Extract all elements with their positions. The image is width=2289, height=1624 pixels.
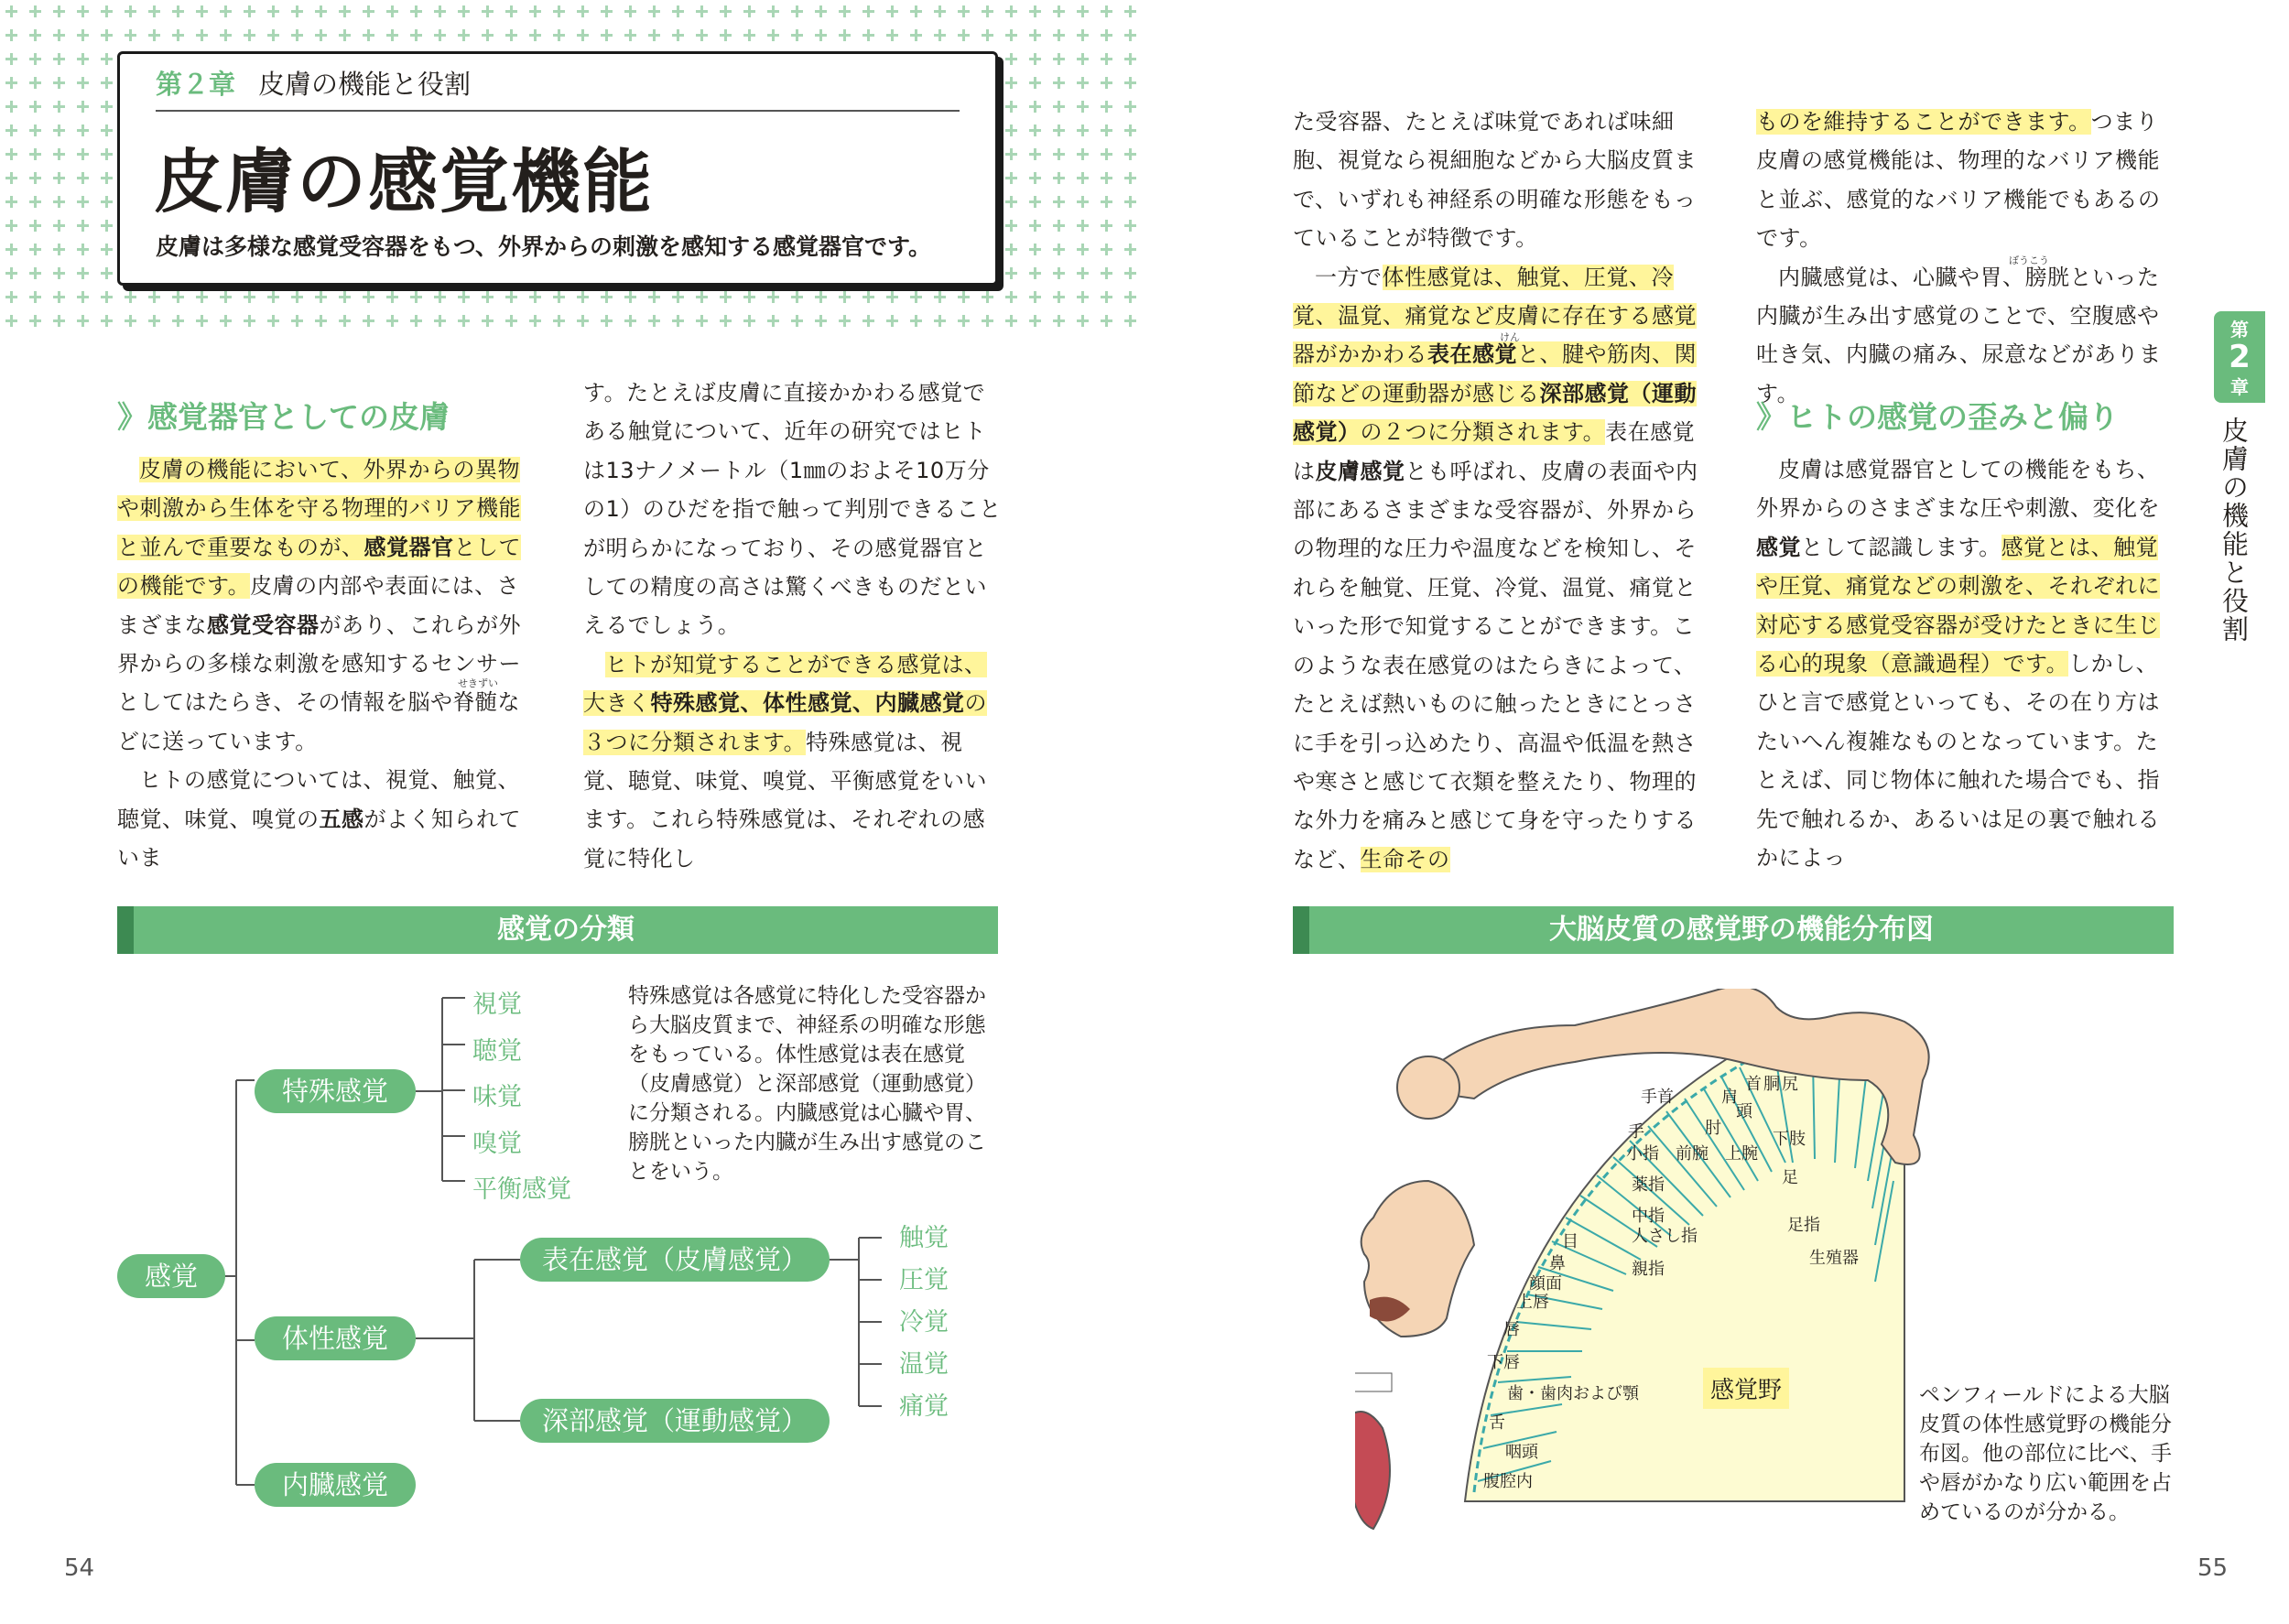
figure1-band: 感覚の分類 [117, 906, 998, 954]
label-face: 顔面 [1529, 1274, 1562, 1294]
label-shoulder: 肩 [1721, 1088, 1738, 1107]
label-thumb: 親指 [1632, 1260, 1665, 1279]
label-hand: 手 [1628, 1122, 1644, 1142]
label-forearm: 前腕 [1676, 1144, 1709, 1164]
section-heading-1: 》感覚器官としての皮膚 [117, 399, 450, 435]
chevron-icon: 》 [117, 399, 147, 435]
label-torso: 胴 [1763, 1075, 1780, 1094]
label-teeth: 歯・歯肉および顎 [1507, 1384, 1639, 1403]
title-divider [156, 110, 960, 112]
surface-items: 触覚 圧覚 冷覚 温覚 痛覚 [899, 1224, 949, 1421]
label-neck: 首 [1745, 1075, 1762, 1094]
page-title: 皮膚の感覚機能 [154, 141, 654, 222]
chapter-number: 第２章 [156, 69, 236, 100]
chevron-icon: 》 [1756, 399, 1786, 435]
chapter-title: 皮膚の機能と役割 [258, 69, 472, 100]
node-deep: 深部感覚（運動感覚） [520, 1399, 830, 1443]
label-elbow: 肘 [1705, 1119, 1721, 1138]
column-1: 皮膚の機能において、外界からの異物や刺激から生体を守る物理的バリア機能と並んで重要なものが、感覚器官としての機能です。皮膚の内部や表面には、さまざまな感覚受容器があり、これらが外界からの多様な刺激を感知するセンサーとしてはたらき、その情報を脳や脊髄などに送っています。 ヒトの感覚については、視覚、触覚、聴覚、味覚、嗅覚の五感がよく知られていま [117, 457, 521, 872]
figure2-band: 大脳皮質の感覚野の機能分布図 [1293, 906, 2174, 954]
label-wrist: 手首 [1641, 1088, 1674, 1107]
label-head: 頭 [1736, 1102, 1752, 1121]
ruby-sekizui: せきずい [458, 677, 498, 689]
label-upper-arm: 上腕 [1725, 1144, 1758, 1164]
label-ring-finger: 薬指 [1632, 1175, 1665, 1195]
column-3: た受容器、たとえば味覚であれば味細胞、視覚なら視細胞などから大脳皮質まで、いずれも神経系の明確な形態をもっていることが特徴です。 一方で体性感覚は、触覚、圧覚、冷覚、温覚、痛覚など皮膚に存在する感覚器がかかわる表在感覚と、腱や筋肉、関節などの運動器が感じる深部感覚（運動感覚）の２つに分類されます。表在感覚は皮膚感覚とも呼ばれ、皮膚の表面や内部にあるさまざまな受容器が、外界からの物理的な圧力や温度などを検知し、それらを触覚、圧覚、冷覚、温覚、痛覚といった形で知覚することができます。このような表在感覚のはたらきによって、たとえば熱いものに触ったときにとっさに手を引っ込めたり、高温や低温を熱さや寒さと感じて衣類を整えたり、物理的な外力を痛みと感じて身を守ったりするなど、生命その [1293, 109, 1698, 872]
chapter-vertical-title: 皮膚の機能と役割 [2218, 417, 2250, 644]
label-genitals: 生殖器 [1809, 1249, 1859, 1268]
area-label: 感覚野 [1703, 1368, 1789, 1409]
label-leg: 下肢 [1773, 1130, 1806, 1149]
label-tongue: 舌 [1489, 1413, 1505, 1433]
column-2: す。たとえば皮膚に直接かかわる感覚である触覚について、近年の研究ではヒトは13ナノメートル（1㎜のおよそ10万分の1）のひだを指で触って判別できることが明らかになっており、その感覚器官としての精度の高さは驚くべきものだといえるでしょう。 ヒトが知覚することができる感覚は、大きく特殊感覚、体性感覚、内臓感覚の３つに分類されます。特殊感覚は、視覚、聴覚、味覚、嗅覚、平衡感覚をいいます。これら特殊感覚は、それぞれの感覚に特化し [583, 380, 1002, 872]
label-middle-finger: 中指 [1632, 1207, 1665, 1226]
special-items: 視覚 聴覚 味覚 嗅覚 平衡感覚 [472, 991, 571, 1204]
label-index-finger: 人さし指 [1632, 1227, 1698, 1246]
label-pharynx: 咽頭 [1505, 1443, 1538, 1462]
figure1-note: 特殊感覚は各感覚に特化した受容器から大脳皮質まで、神経系の明確な形態をもっている。体性感覚は表在感覚（皮膚感覚）と深部感覚（運動感覚）に分類される。内臓感覚は心臓や胃、膀胱といった内臓が生み出す感覚のことをいう。 [628, 984, 986, 1184]
label-hip: 尻 [1782, 1075, 1798, 1094]
label-lips: 唇 [1503, 1320, 1520, 1339]
column-4b: 皮膚は感覚器官としての機能をもち、外界からのさまざまな圧や刺激、変化を感覚として認識します。感覚とは、触覚や圧覚、痛覚などの刺激を、それぞれに対応する感覚受容器が受けたときに生じる心的現象（意識過程）です。しかし、ひと言で感覚といっても、その在り方はたいへん複雑なものとなっています。たとえば、同じ物体に触れた場合でも、指先で触れるか、あるいは足の裏で触れるかによっ [1756, 457, 2160, 872]
ruby-ken: けん [1500, 331, 1520, 343]
node-visceral: 内臓感覚 [255, 1463, 416, 1507]
lead-text: 皮膚は多様な感覚受容器をもつ、外界からの刺激を感知する感覚器官です。 [156, 233, 932, 260]
ruby-boukou: ぼうこう [2009, 254, 2049, 266]
label-little-finger: 小指 [1626, 1144, 1659, 1164]
label-upper-lip: 上唇 [1516, 1293, 1549, 1312]
figure2-caption: ペンフィールドによる大脳皮質の体性感覚野の機能分布図。他の部位に比べ、手や唇がかなり広い範囲を占めているのが分かる。 [1919, 1383, 2172, 1524]
chapter-tab: 第 2 章 [2214, 311, 2265, 403]
page-number-left: 54 [64, 1554, 95, 1582]
homunculus-diagram [1355, 989, 1978, 1538]
node-root: 感覚 [117, 1254, 225, 1298]
label-lower-lip: 下唇 [1487, 1353, 1520, 1372]
page-number-right: 55 [2197, 1554, 2229, 1582]
label-nose: 鼻 [1549, 1254, 1566, 1273]
node-special: 特殊感覚 [255, 1069, 416, 1113]
label-eye: 目 [1562, 1232, 1578, 1251]
node-surface: 表在感覚（皮膚感覚） [520, 1238, 830, 1282]
section-heading-2: 》ヒトの感覚の歪みと偏り [1756, 399, 2119, 435]
label-toes: 足指 [1787, 1216, 1820, 1235]
label-abdominal: 腹腔内 [1483, 1472, 1533, 1491]
node-somatic: 体性感覚 [255, 1316, 416, 1360]
column-4: ものを維持することができます。つまり皮膚の感覚機能は、物理的なバリア機能と並ぶ、感覚的なバリア機能でもあるのです。 内臓感覚は、心臓や胃、膀胱といった内臓が生み出す感覚のことで、空腹感や吐き気、内臓の痛み、尿意などがあります。 [1756, 109, 2162, 406]
label-foot: 足 [1782, 1168, 1798, 1187]
